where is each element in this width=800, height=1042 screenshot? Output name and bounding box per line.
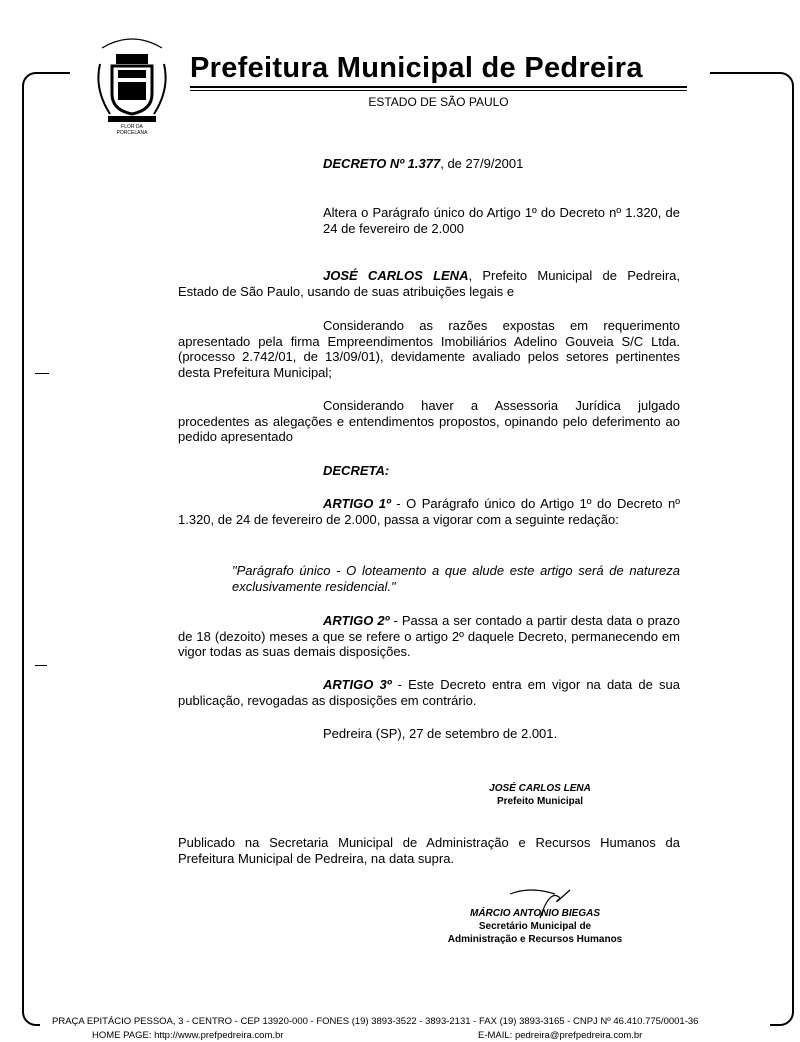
footer-address: PRAÇA EPITÁCIO PESSOA, 3 - CENTRO - CEP 13920-000 - FONES (19) 3893-3522 - 3893-2131 - FAX (19) 3893-3165 - CNPJ Nº 46.410.775/0001-36 (52, 1016, 699, 1027)
svg-text:FLOR DA: FLOR DA (121, 124, 143, 130)
subtitle: ESTADO DE SÃO PAULO (368, 95, 509, 109)
preamble (178, 268, 680, 299)
decreta-heading: DECRETA: (323, 463, 390, 478)
divider (190, 86, 687, 88)
decree-date: , de 27/9/2001 (440, 156, 524, 171)
consideration-2: Considerando haver a Assessoria Jurídica julgado procedentes as alegações e entendimentos propostos, opinando pelo deferimento ao pedido apresentado (178, 398, 680, 444)
publication-note: Publicado na Secretaria Municipal de Administração e Recursos Humanos da Prefeitura Municipal de Pedreira, na data supra. (178, 835, 680, 866)
article-text: - Passa a ser contado a partir desta data o prazo de 18 (dezoito) meses a que se refere o artigo 2º daquele Decreto, permanecendo em vigor todas as suas demais disposições. (178, 613, 680, 659)
mayor-name: JOSÉ CARLOS LENA (323, 268, 469, 283)
signer-role: Secretário Municipal de (478, 921, 592, 932)
secretary-signature-block (430, 907, 640, 946)
signer-role: Administração e Recursos Humanos (447, 934, 623, 945)
signer-name: JOSÉ CARLOS LENA (489, 783, 591, 794)
divider (190, 90, 687, 91)
quoted-paragraph: "Parágrafo único - O loteamento a que alude este artigo será de natureza exclusivamente residencial." (232, 563, 680, 594)
mayor-signature-block (440, 782, 640, 808)
signer-role: Prefeito Municipal (496, 796, 584, 807)
footer-email: E-MAIL: pedreira@prefpedreira.com.br (478, 1030, 643, 1041)
article-label: ARTIGO 2º (323, 613, 390, 628)
article-text: - Este Decreto entra em vigor na data de sua publicação, revogadas as disposições em contrário. (178, 677, 680, 708)
scan-mark (35, 373, 49, 374)
summary: Altera o Parágrafo único do Artigo 1º do Decreto nº 1.320, de 24 de fevereiro de 2.000 (323, 205, 680, 236)
scan-mark (35, 665, 47, 666)
decree-number: DECRETO Nº 1.377 (323, 156, 441, 171)
decree-heading (323, 156, 523, 171)
svg-text:PORCELANA: PORCELANA (116, 130, 148, 134)
preamble-text: , Prefeito Municipal de Pedreira, Estado de São Paulo, usando de suas atribuições legais e (178, 268, 681, 299)
article-text: - O Parágrafo único do Artigo 1º do Decreto nº 1.320, de 24 de fevereiro de 2.000, passa a vigorar com a seguinte redação: (178, 496, 680, 527)
article-2 (178, 613, 680, 660)
article-1 (178, 496, 680, 527)
municipal-crest-logo (92, 34, 172, 134)
signer-name: MÁRCIO ANTONIO BIEGAS (469, 908, 600, 919)
article-3 (178, 677, 680, 708)
article-label: ARTIGO 3º (323, 677, 392, 692)
consideration-1: Considerando as razões expostas em requerimento apresentado pela firma Empreendimentos Imobiliários Adelino Gouveia S/C Ltda. (processo 2.742/01, de 13/09/01), devidamente avaliado pelos setores pertinentes desta Prefeitura Municipal; (178, 318, 680, 380)
place-date: Pedreira (SP), 27 de setembro de 2.001. (323, 726, 558, 741)
article-label: ARTIGO 1º (323, 496, 391, 511)
footer-homepage: HOME PAGE: http://www.prefpedreira.com.br (92, 1030, 284, 1041)
page-title: Prefeitura Municipal de Pedreira (190, 52, 643, 84)
